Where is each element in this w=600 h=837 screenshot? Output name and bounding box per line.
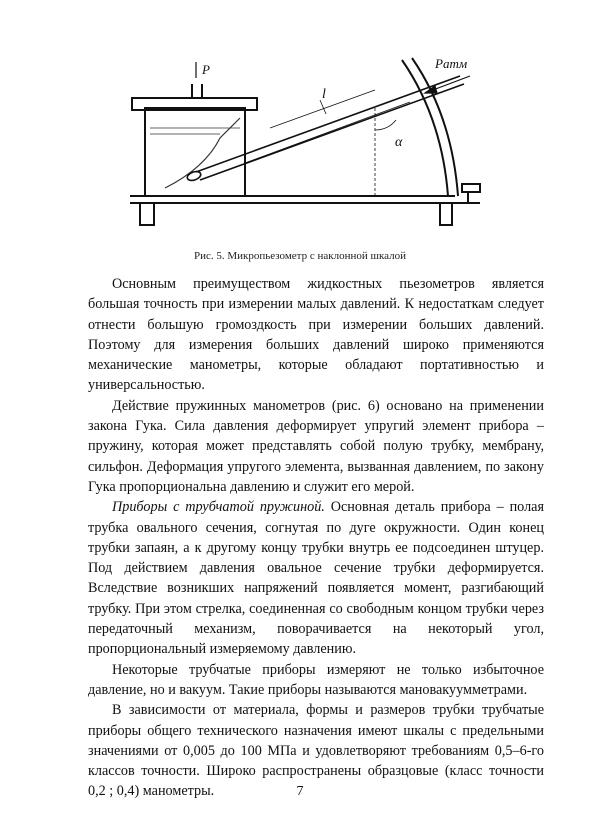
figure-caption: Рис. 5. Микропьезометр с наклонной шкалой: [193, 250, 407, 262]
level-screw: [462, 184, 480, 192]
label-p: P: [202, 62, 210, 77]
label-patm: Pатм: [435, 56, 468, 71]
paragraph-2: Действие пружинных манометров (рис. 6) основано на применении закона Гука. Сила давления деформирует упругий элемент прибора – пружину, которая может представлять собой полую трубку, мембрану, сильфон. Деформация упругого элемента, вызванная давлением, по закону Гука пропорциональна давлению и служит его мерой.: [88, 397, 544, 495]
label-l: l: [322, 87, 326, 102]
page-number: 7: [296, 784, 304, 799]
micropiezometer-diagram: [110, 48, 510, 248]
paragraph-3-body: Основная деталь прибора – полая трубка овального сечения, согнутая по дуге окружности. Один конец трубки запаян, а к другому концу трубки внутрь ее подсоединен штуцер. Под действием давления овальное сечение трубки деформируется. Вследствие возникших напряжений появляется момент, разгибающий трубку. При этом стрелка, соединенная со свободным концом трубки через передаточный механизм, поворачивается на некоторый угол, пропорциональный измеряемому давлению.: [88, 499, 544, 658]
left-leg: [140, 203, 154, 225]
body-text: [88, 274, 544, 802]
paragraph-5: В зависимости от материала, формы и размеров трубки трубчатые приборы общего технического назначения имеют шкалы с предельными значениями от 0,005 до 100 МПа и удовлетворяют требованиям 0,5–6-го классов точности. Широко распространены образцовые (класс точности 0,2 ; 0,4) манометры.: [88, 702, 544, 800]
paragraph-3-heading: Приборы с трубчатой пружиной.: [112, 499, 325, 516]
right-leg: [440, 203, 452, 225]
paragraph-1: Основным преимуществом жидкостных пьезометров является большая точность при измерении малых давлений. К недостаткам следует отнести большую громоздкость при измерении больших давлений. Поэтому для измерения больших давлений широко применяются механические манометры, которые обладают портативностью и универсальностью.: [88, 276, 544, 394]
paragraph-4: Некоторые трубчатые приборы измеряют не только избыточное давление, но и вакуум. Такие приборы называются мановакуумметрами.: [88, 661, 544, 698]
vessel: [145, 108, 245, 196]
paragraph-3: [88, 497, 544, 659]
label-alpha: α: [395, 135, 403, 150]
micropiezometer-figure: [110, 48, 510, 248]
